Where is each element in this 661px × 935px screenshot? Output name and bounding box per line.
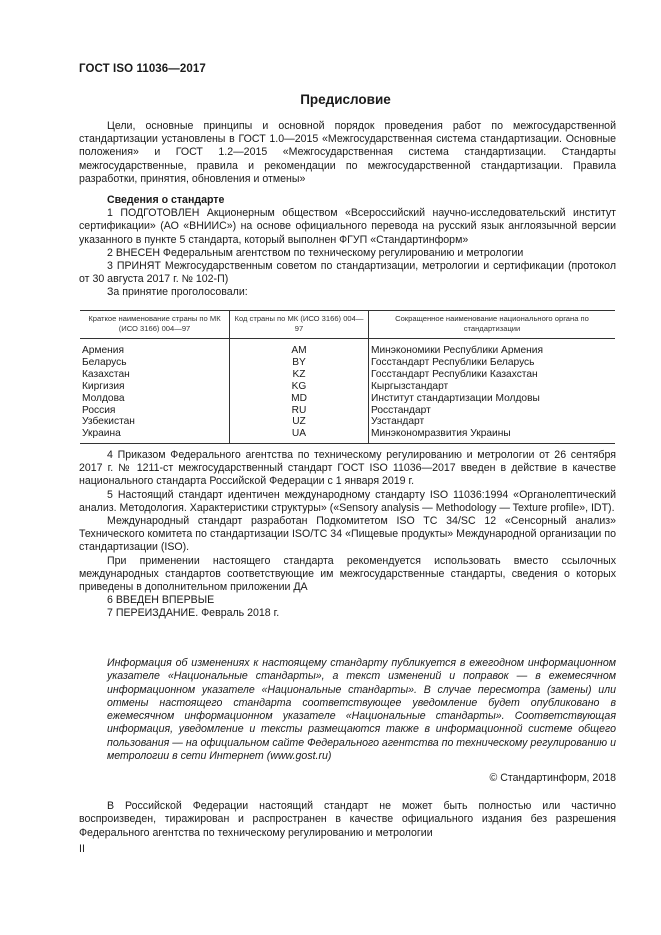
voted-label: За принятие проголосовали: xyxy=(107,286,248,299)
country-name: Казахстан xyxy=(82,368,130,380)
item-2-submitted: 2 ВНЕСЕН Федеральным агентством по техническому регулированию и метрологии xyxy=(107,246,524,259)
table-row xyxy=(80,416,615,428)
item-7-reissue: 7 ПЕРЕИЗДАНИЕ. Февраль 2018 г. xyxy=(107,607,280,620)
standards-body: Минэкономики Республики Армения xyxy=(369,339,616,357)
foreword-intro-block xyxy=(79,120,616,186)
reproduction-restriction-block xyxy=(79,800,616,840)
country-name: Молдова xyxy=(82,392,125,404)
page-title: Предисловие xyxy=(300,92,391,107)
page-number: II xyxy=(79,843,85,855)
changes-notice: Информация об изменениях к настоящему стандарту публикуется в ежегодном информационном указателе «Национальные стандарты», а текст изменений и поправок — в ежемесячном информационном указателе «Национальные стандарты». В случае пересмотра (замены) или отмены настоящего стандарта соответствующее уведомление будет опубликовано в ежемесячном информационном указателе «Национальные стандарты». Соответствующая информация, уведомление и тексты размещаются также в информационной системе общего пользования — на официальном сайте Федерального агентства по техническому регулированию и метрологии в сети Интернет (www.gost.ru) xyxy=(107,657,616,763)
column-header-code: Код страны по МК (ИСО 3166) 004— 97 xyxy=(230,311,369,339)
standards-body: Кыргызстандарт xyxy=(369,381,616,393)
country-code: BY xyxy=(230,357,369,369)
foreword-intro: Цели, основные принципы и основной порядок проведения работ по межгосударственной стандартизации установлены в ГОСТ 1.0—2015 «Межгосударственная система стандартизации. Основные положения» и ГОСТ 1.2—2015 «Межгосударственная система стандартизации. Стандарты межгосударственные, правила и рекомендации по межгосударственной стандартизации. Правила разработки, принятия, обновления и отмены» xyxy=(79,120,616,185)
item-5-developer-note: Международный стандарт разработан Подкомитетом ISO TC 34/SC 12 «Сенсорный анализ» Технического комитета по стандартизации ISO/TC 34 «Пищевые продукты» Международной организации по стандартизации (ISO). xyxy=(79,515,616,554)
country-name: Киргизия xyxy=(82,380,125,392)
adoption-details-block xyxy=(79,449,616,621)
country-name: Россия xyxy=(82,404,116,416)
document-header: ГОСТ ISO 11036—2017 xyxy=(79,63,206,75)
country-code: KZ xyxy=(230,369,369,381)
standards-body: Госстандарт Республики Казахстан xyxy=(369,369,616,381)
table-row xyxy=(80,357,615,369)
standards-body: Узстандарт xyxy=(369,416,616,428)
country-name: Армения xyxy=(82,345,124,356)
item-4-order: 4 Приказом Федерального агентства по техническому регулированию и метрологии от 26 сентября 2017 г. № 1211-ст межгосударственный стандарт ГОСТ ISO 11036—2017 введен в действие в качестве национального стандарта Российской Федерации с 1 января 2019 г. xyxy=(79,449,616,488)
country-code: RU xyxy=(230,405,369,417)
country-code: KG xyxy=(230,381,369,393)
country-name: Украина xyxy=(80,428,230,443)
table-row xyxy=(80,393,615,405)
column-header-body: Сокращенное наименование национального органа по стандартизации xyxy=(369,311,616,339)
standards-body: Госстандарт Республики Беларусь xyxy=(369,357,616,369)
table-row xyxy=(80,369,615,381)
country-code: MD xyxy=(230,393,369,405)
standard-info-block xyxy=(79,194,616,300)
standards-body: Институт стандартизации Молдовы xyxy=(369,393,616,405)
standard-info-heading: Сведения о стандарте xyxy=(107,194,225,206)
item-6-first-introduced: 6 ВВЕДЕН ВПЕРВЫЕ xyxy=(107,594,215,607)
item-5-identical: 5 Настоящий стандарт идентичен международному стандарту ISO 11036:1994 «Органолептический анализ. Методология. Характеристики структуры» («Sensory analysis — Methodology — Texture profile», IDT). xyxy=(79,488,616,514)
table-row xyxy=(80,339,615,357)
item-3-adopted: 3 ПРИНЯТ Межгосударственным советом по стандартизации, метрологии и сертификации (протокол от 30 августа 2017 г. № 102-П) xyxy=(79,260,616,286)
table-row xyxy=(80,405,615,417)
table-row xyxy=(80,381,615,393)
reproduction-restriction: В Российской Федерации настоящий стандарт не может быть полностью или частично воспроизведен, тиражирован и распространен в качестве официального издания без разрешения Федерального агентства по техническому регулированию и метрологии xyxy=(79,800,616,839)
country-code: AM xyxy=(230,339,369,357)
standards-body: Минэкономразвития Украины xyxy=(369,428,616,443)
table-header-row xyxy=(80,311,615,339)
item-5-references-note: При применении настоящего стандарта рекомендуется использовать вместо ссылочных международных стандартов соответствующие им межгосударственные стандарты, сведения о которых приведены в дополнительном приложении ДА xyxy=(79,554,616,594)
item-1-prepared: 1 ПОДГОТОВЛЕН Акционерным обществом «Всероссийский научно-исследовательский институт сертификации» (АО «ВНИИС») на основе официального перевода на русский язык англоязычной версии указанного в пункте 5 стандарта, который выполнен ФГУП «Стандартинформ» xyxy=(79,207,616,246)
country-name: Узбекистан xyxy=(82,416,135,428)
copyright: © Стандартинформ, 2018 xyxy=(489,772,616,784)
country-code: UZ xyxy=(230,416,369,428)
column-header-country: Краткое наименование страны по МК (ИСО 3166) 004—97 xyxy=(80,311,230,339)
standards-body: Росстандарт xyxy=(369,405,616,417)
country-name: Беларусь xyxy=(82,356,127,368)
table-row xyxy=(80,428,615,443)
country-code: UA xyxy=(230,428,369,443)
voting-countries-table xyxy=(80,310,615,444)
